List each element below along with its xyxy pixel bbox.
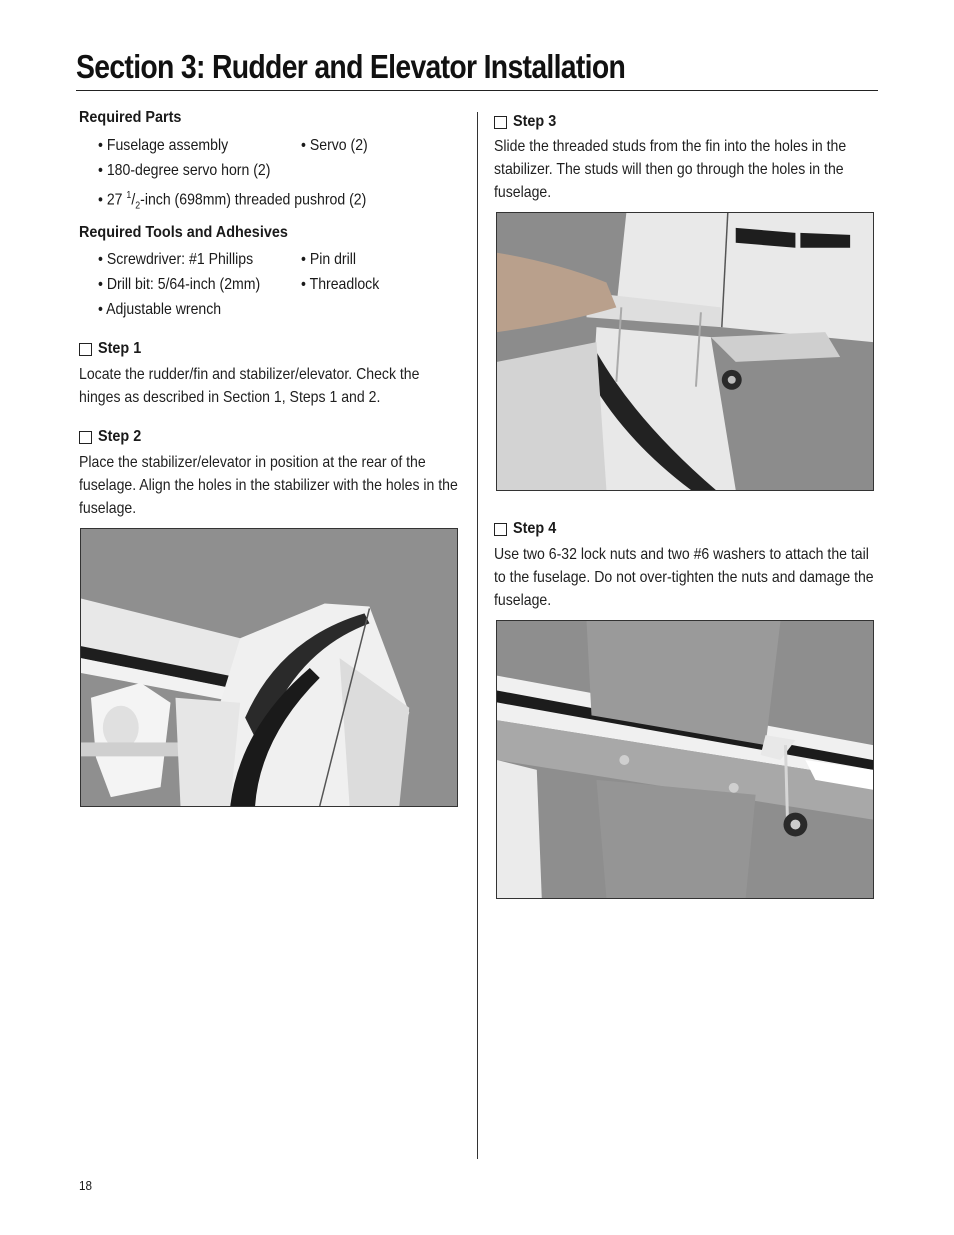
- tool-threadlock: • Threadlock: [301, 276, 380, 293]
- step-3-label: Step 3: [513, 113, 557, 130]
- required-parts-list: [98, 133, 478, 212]
- tool-wrench: • Adjustable wrench: [98, 301, 222, 318]
- step-4-checkbox[interactable]: [494, 523, 507, 536]
- page-title: Section 3: Rudder and Elevator Installation: [76, 48, 626, 85]
- list-item: [98, 297, 478, 322]
- required-parts-heading: Required Parts: [79, 109, 182, 126]
- part-fuselage: • Fuselage assembly: [98, 137, 229, 154]
- list-item: [98, 183, 478, 212]
- list-item: [98, 133, 478, 158]
- step-4-label: Step 4: [513, 520, 557, 537]
- step-4: [494, 520, 930, 612]
- step-2-photo: [80, 528, 458, 807]
- step-2: [79, 428, 515, 520]
- part-pushrod: • 27 $^1/_2$-inch (698mm) threaded pushrod (2): [98, 190, 367, 212]
- tool-drill-bit: • Drill bit: 5/64-inch (2mm): [98, 276, 261, 293]
- page-number: 18: [79, 1178, 93, 1193]
- part-servo-horn: • 180-degree servo horn (2): [98, 162, 271, 179]
- step-2-checkbox[interactable]: [79, 431, 92, 444]
- tool-pin-drill: • Pin drill: [301, 251, 357, 268]
- step-4-text: Use two 6-32 lock nuts and two #6 washers to attach the tail to the fuselage. Do not over-tighten the nuts and damage the fuselage.: [494, 546, 874, 609]
- fin-photo-illustration: [497, 213, 873, 490]
- part-servo: • Servo (2): [301, 137, 368, 154]
- step-3: [494, 113, 930, 204]
- step-3-checkbox[interactable]: [494, 116, 507, 129]
- tail-attach-photo-illustration: [497, 621, 873, 898]
- step-1-checkbox[interactable]: [79, 343, 92, 356]
- step-4-photo: [496, 620, 874, 899]
- step-1: [79, 340, 515, 409]
- stabilizer-photo-illustration: [81, 529, 457, 806]
- step-2-label: Step 2: [98, 428, 142, 445]
- step-1-text: Locate the rudder/fin and stabilizer/elevator. Check the hinges as described in Section 1, Steps 1 and 2.: [79, 366, 420, 406]
- list-item: [98, 272, 478, 297]
- tool-screwdriver: • Screwdriver: #1 Phillips: [98, 251, 254, 268]
- list-item: [98, 158, 478, 183]
- list-item: [98, 247, 478, 272]
- required-tools-list: [98, 247, 478, 322]
- step-3-photo: [496, 212, 874, 491]
- step-1-label: Step 1: [98, 340, 142, 357]
- step-3-text: Slide the threaded studs from the fin into the holes in the stabilizer. The studs will then go through the holes in the fuselage.: [494, 138, 847, 201]
- title-rule: [76, 90, 878, 91]
- step-2-text: Place the stabilizer/elevator in position at the rear of the fuselage. Align the holes in the stabilizer with the holes in the fuselage.: [79, 454, 458, 517]
- required-tools-heading: Required Tools and Adhesives: [79, 224, 288, 241]
